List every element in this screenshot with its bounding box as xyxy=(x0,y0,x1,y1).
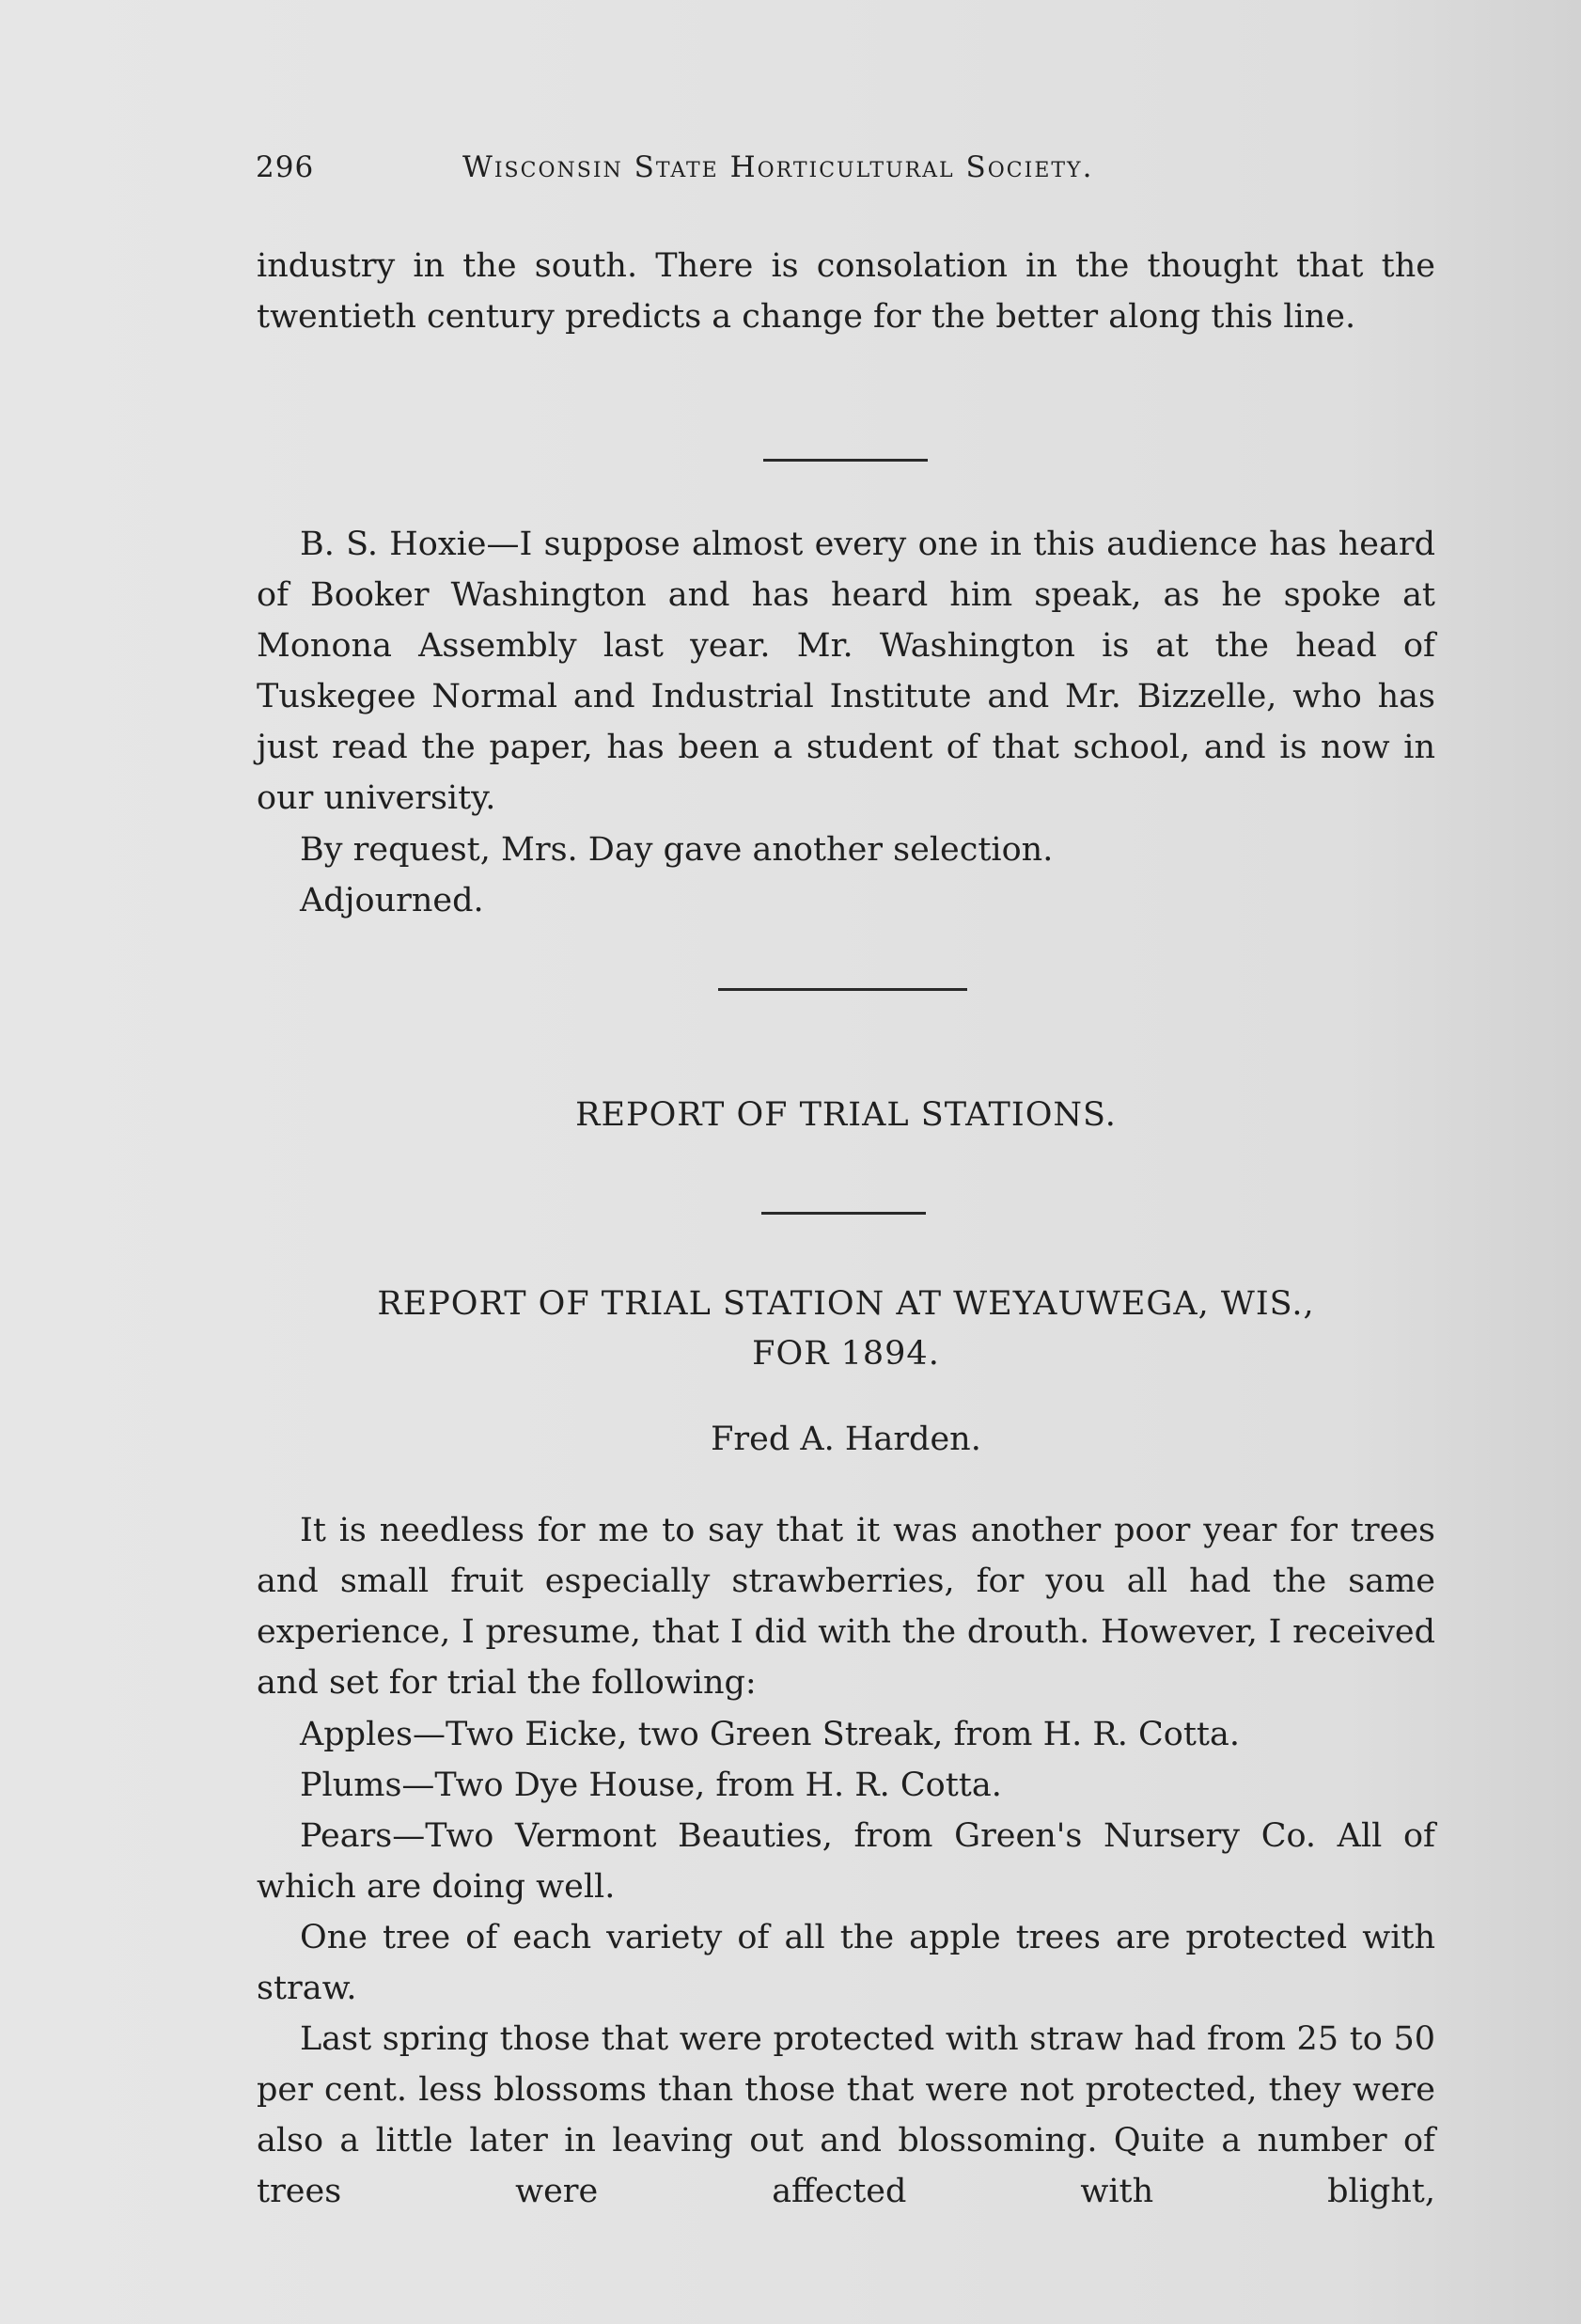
report-author: Fred A. Harden. xyxy=(711,1421,981,1458)
request-line: By request, Mrs. Day gave another selection. xyxy=(300,831,1054,869)
pears-paragraph: Pears—Two Vermont Beauties, from Green's Nursery Co. All of which are doing well. xyxy=(257,1817,1435,1906)
plums-line: Plums—Two Dye House, from H. R. Cotta. xyxy=(300,1767,1002,1804)
page-number: 296 xyxy=(256,150,315,184)
section-divider xyxy=(763,459,928,462)
protected-paragraph: One tree of each variety of all the apple trees are protected with straw. xyxy=(257,1919,1435,2007)
adjourned-line: Adjourned. xyxy=(300,882,484,919)
report-intro: It is needless for me to say that it was another poor year for trees and small fruit especially strawberries, for you all had the same experience, I presume, that I did with the drouth. However, I received and set for trial the following: xyxy=(257,1512,1435,1702)
section-heading: REPORT OF TRIAL STATIONS. xyxy=(575,1096,1117,1134)
hoxie-remarks: B. S. Hoxie—I suppose almost every one in this audience has heard of Booker Washington and has heard him speak, as he spoke at Monona Assembly last year. Mr. Washington is at the head of Tuskegee Normal and Industrial Institute and Mr. Bizzelle, who has just read the paper, has been a student of that school, and is now in our university. xyxy=(257,526,1435,817)
apples-line: Apples—Two Eicke, two Green Streak, from H. R. Cotta. xyxy=(300,1716,1240,1753)
continuation-paragraph: industry in the south. There is consolation in the thought that the twentieth century predicts a change for the better along this line. xyxy=(257,247,1435,336)
last-spring-paragraph: Last spring those that were protected with straw had from 25 to 50 per cent. less blossoms than those that were not protected, they were also a little later in leaving out and blossoming. Quite a number of trees were affected with blight, xyxy=(257,2020,1435,2210)
section-divider xyxy=(718,988,967,991)
report-title-line2: FOR 1894. xyxy=(752,1335,940,1373)
section-divider xyxy=(761,1212,926,1215)
running-title: Wisconsin State Horticultural Society. xyxy=(462,150,1094,184)
report-title-line1: REPORT OF TRIAL STATION AT WEYAUWEGA, WIS., xyxy=(377,1285,1315,1323)
